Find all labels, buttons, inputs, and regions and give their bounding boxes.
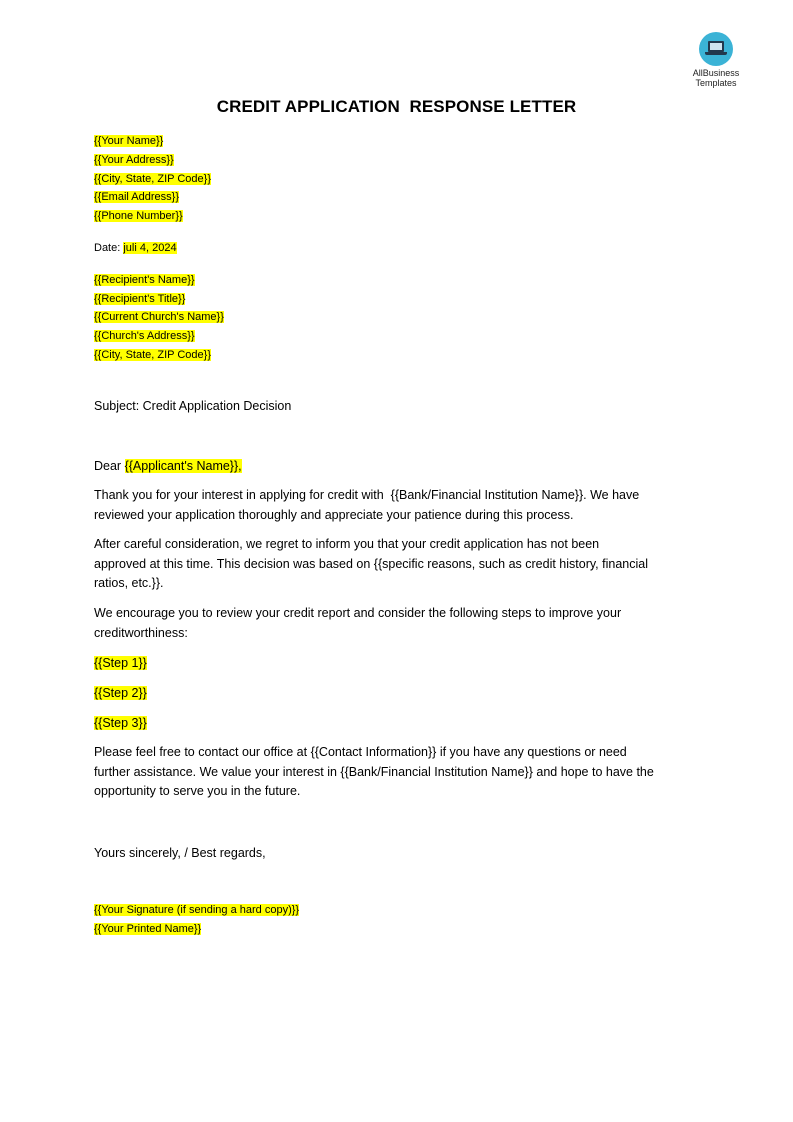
recipient-address: {{Church's Address}} xyxy=(94,330,195,342)
sender-name: {{Your Name}} xyxy=(94,135,164,147)
paragraph-thanks xyxy=(94,486,714,525)
sender-email: {{Email Address}} xyxy=(94,191,180,203)
date-line xyxy=(94,241,177,255)
paragraph-contact xyxy=(94,743,714,802)
paragraph-line: reviewed your application thoroughly and appreciate your patience during this process. xyxy=(94,507,574,522)
paragraph-line: further assistance. We value your interest in {{Bank/Financial Institution Name}} and hope to have the xyxy=(94,764,654,779)
step-item: {{Step 1}} xyxy=(94,656,147,670)
document-title: CREDIT APPLICATION RESPONSE LETTER xyxy=(216,97,577,116)
printed-name-placeholder: {{Your Printed Name}} xyxy=(94,923,202,935)
laptop-icon xyxy=(699,32,733,66)
salutation xyxy=(94,458,242,474)
paragraph-encourage xyxy=(94,604,714,643)
recipient-church: {{Current Church's Name}} xyxy=(94,311,224,323)
applicant-name: {{Applicant's Name}}, xyxy=(124,459,242,473)
logo-text-line2: Templates xyxy=(695,78,737,88)
sender-city: {{City, State, ZIP Code}} xyxy=(94,173,211,185)
paragraph-line: creditworthiness: xyxy=(94,625,188,640)
paragraph-decision xyxy=(94,535,714,594)
recipient-name: {{Recipient's Name}} xyxy=(94,274,195,286)
paragraph-line: After careful consideration, we regret to inform you that your credit application has not been xyxy=(94,537,600,551)
logo-text-line1: AllBusiness xyxy=(692,68,740,78)
sender-address: {{Your Address}} xyxy=(94,154,174,166)
paragraph-line: We encourage you to review your credit report and consider the following steps to improve your xyxy=(94,606,622,620)
salutation-prefix: Dear xyxy=(94,459,125,473)
paragraph-line: ratios, etc.}}. xyxy=(94,576,164,591)
step-item: {{Step 3}} xyxy=(94,716,147,730)
date-label: Date: xyxy=(94,242,124,254)
step-item: {{Step 2}} xyxy=(94,686,147,700)
allbusiness-templates-logo xyxy=(686,32,746,88)
recipient-city: {{City, State, ZIP Code}} xyxy=(94,349,211,361)
paragraph-line: Thank you for your interest in applying for credit with {{Bank/Financial Institution Name}}. We have xyxy=(94,488,640,502)
paragraph-line: opportunity to serve you in the future. xyxy=(94,784,301,799)
sender-phone: {{Phone Number}} xyxy=(94,210,183,222)
date-value: juli 4, 2024 xyxy=(123,242,177,254)
recipient-title: {{Recipient's Title}} xyxy=(94,293,186,305)
paragraph-line: Please feel free to contact our office at {{Contact Information}} if you have any questions or need xyxy=(94,745,627,759)
signature-placeholder: {{Your Signature (if sending a hard copy)}} xyxy=(94,904,300,916)
subject-line: Subject: Credit Application Decision xyxy=(94,399,292,413)
closing: Yours sincerely, / Best regards, xyxy=(94,846,266,860)
paragraph-line: approved at this time. This decision was based on {{specific reasons, such as credit history, financial xyxy=(94,556,648,571)
